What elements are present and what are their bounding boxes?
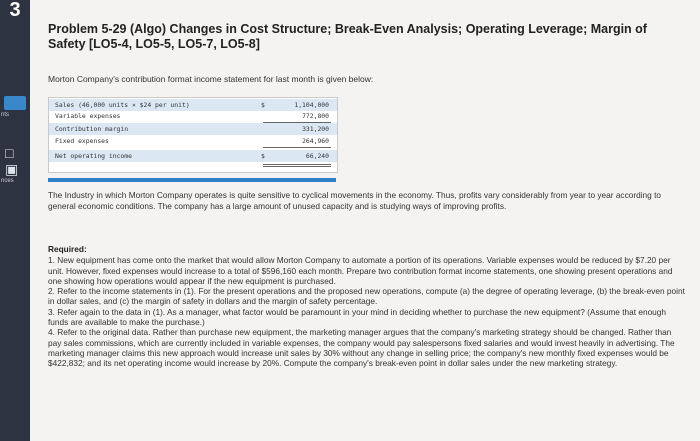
required-heading: Required: (48, 244, 87, 254)
required-item-1: 1. New equipment has come onto the market that would allow Morton Company to automate a portion of its operations. Variable expenses would be reduced by $7.20 per unit. However, fixed expenses would increase to a total of $596,160 each month. Prepare two contribution format income statements, one showing present operations and one showing how operations would appear if the new equipment is purchased. (48, 255, 673, 286)
income-statement (48, 97, 338, 173)
sidebar-label-references[interactable]: nces (1, 178, 14, 184)
statement-value: 264,960 (302, 137, 329, 145)
problem-intro: Morton Company's contribution format income statement for last month is given below: (48, 74, 374, 84)
total-double-underline (263, 164, 331, 167)
document-icon[interactable]: □ (5, 145, 14, 161)
statement-value: 772,800 (302, 112, 329, 120)
statement-label: Contribution margin (55, 125, 129, 133)
required-section (48, 244, 686, 369)
left-sidebar (0, 0, 30, 441)
statement-row (49, 150, 337, 162)
industry-paragraph: The Industry in which Morton Company operates is quite sensitive to cyclical movements in the economy. Thus, profits vary considerably from year to year according to general economic conditions. The company has a large amount of unused capacity and is studying ways of improving profits. (48, 190, 662, 211)
statement-row (49, 135, 337, 147)
subtotal-underline (263, 147, 331, 148)
required-item-2: 2. Refer to the income statements in (1). For the present operations and the proposed new operations, compute (a) the degree of operating leverage, (b) the break-even point in dollar sales, and (c) the margin of safety in dollars and the margin of safety percentage. (48, 286, 685, 307)
required-item-4: 4. Refer to the original data. Rather than purchase new equipment, the marketing manager argues that the company's marketing strategy should be changed. Rather than pay sales commissions, which are currently included in variable expenses, the company would pay salespersons fixed salaries and would invest heavily in advertising. The marketing manager claims this new approach would increase unit sales by 30% without any change in selling price; the company's new monthly fixed expenses would be $422,832; and its net operating income would increase by 20%. Compute the company's break-even point in dollar sales under the new marketing strategy. (48, 327, 675, 369)
statement-row (49, 123, 337, 135)
corner-glyph: 3 (9, 0, 21, 21)
statement-dollar-sign: $ (261, 101, 265, 109)
statement-label: Fixed expenses (55, 137, 109, 145)
book-icon[interactable]: ▣ (5, 161, 19, 177)
required-item-3: 3. Refer again to the data in (1). As a manager, what factor would be paramount in your mind in deciding whether to purchase the new equipment? (Assume that enough funds are available to make the purchase.) (48, 306, 667, 328)
statement-value: 331,200 (302, 125, 329, 133)
statement-row (49, 110, 337, 122)
statement-label: Sales (46,000 units × $24 per unit) (55, 101, 190, 109)
statement-label: Variable expenses (55, 112, 121, 120)
statement-dollar-sign: $ (261, 152, 265, 160)
statement-scrollbar[interactable] (48, 178, 336, 182)
bookmark-icon[interactable] (4, 96, 26, 110)
problem-content (30, 0, 700, 441)
statement-label: Net operating income (55, 152, 132, 160)
problem-title: Problem 5-29 (Algo) Changes in Cost Structure; Break-Even Analysis; Operating Leverage; Margin of Safety [LO5-4, LO5-5, LO5-7, LO5-8] (48, 22, 647, 51)
statement-value: 1,104,000 (294, 101, 329, 109)
statement-value: 66,240 (305, 152, 329, 160)
sidebar-label-notes[interactable]: nts (1, 112, 10, 118)
